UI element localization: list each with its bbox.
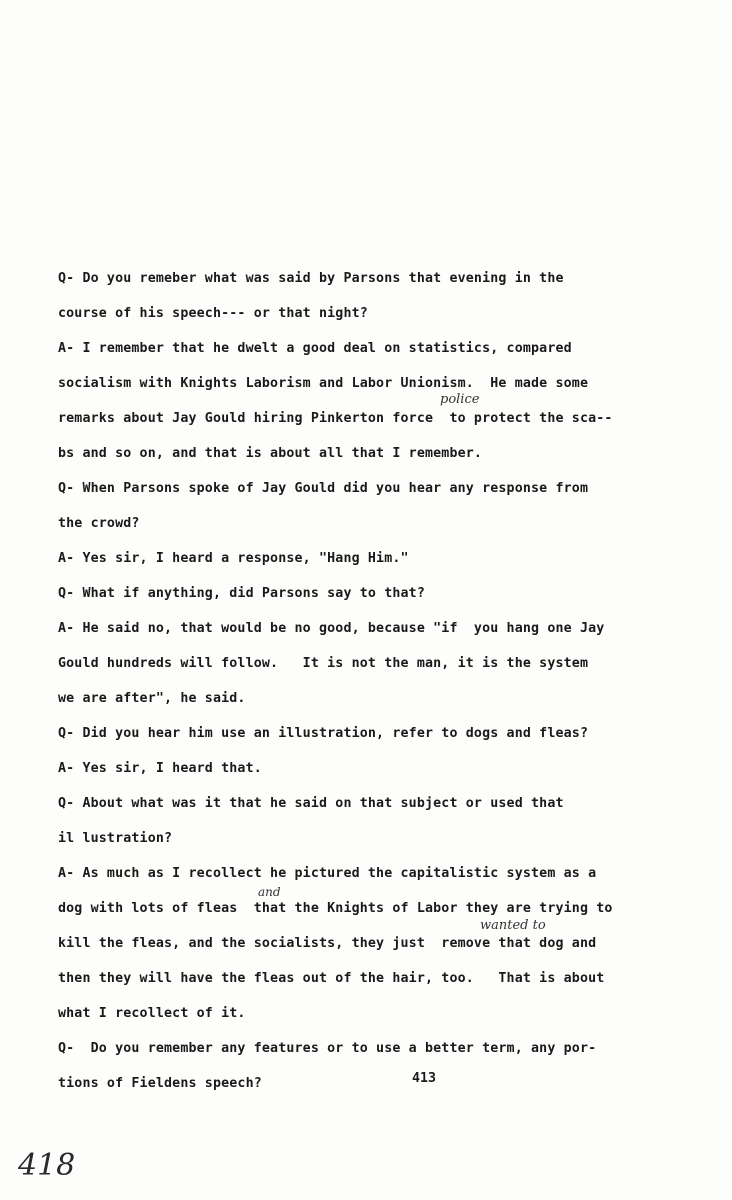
handwritten-insertion-police: police [440, 392, 480, 407]
page-number: 413 [412, 1071, 437, 1086]
transcript-line: Q- What if anything, did Parsons say to that? [58, 586, 425, 601]
transcript-line: A- He said no, that would be no good, because "if you hang one Jay [58, 621, 605, 636]
transcript-line: A- Yes sir, I heard that. [58, 761, 262, 776]
transcript-line: what I recollect of it. [58, 1006, 246, 1021]
transcript-line: bs and so on, and that is about all that I remember. [58, 446, 483, 461]
transcript-line: Q- About what was it that he said on that subject or used that [58, 796, 564, 811]
transcript-line: Q- Do you remember any features or to use a better term, any por- [58, 1041, 597, 1056]
transcript-line: il lustration? [58, 831, 173, 846]
transcript-line: we are after", he said. [58, 691, 246, 706]
transcript-line: Q- Do you remeber what was said by Parsons that evening in the [58, 271, 564, 286]
transcript-line: tions of Fieldens speech? [58, 1076, 262, 1091]
transcript-line: course of his speech--- or that night? [58, 306, 368, 321]
transcript-line: A- As much as I recollect he pictured the capitalistic system as a [58, 866, 597, 881]
handwritten-insertion-wanted-to: wanted to [480, 918, 546, 933]
transcript-line: remarks about Jay Gould hiring Pinkerton force to protect the sca-- [58, 411, 613, 426]
transcript-line: Gould hundreds will follow. It is not the man, it is the system [58, 656, 589, 671]
transcript-line: kill the fleas, and the socialists, they just remove that dog and [58, 936, 597, 951]
transcript-line: socialism with Knights Laborism and Labor Unionism. He made some [58, 376, 589, 391]
transcript-line: dog with lots of fleas that the Knights of Labor they are trying to [58, 901, 613, 916]
transcript-line: Q- When Parsons spoke of Jay Gould did you hear any response from [58, 481, 589, 496]
transcript-line: Q- Did you hear him use an illustration, refer to dogs and fleas? [58, 726, 589, 741]
transcript-line: the crowd? [58, 516, 140, 531]
transcript-line: then they will have the fleas out of the hair, too. That is about [58, 971, 605, 986]
handwritten-insertion-and: and [258, 885, 281, 899]
transcript-line: A- I remember that he dwelt a good deal on statistics, compared [58, 341, 572, 356]
handwritten-folio-number: 418 [18, 1148, 76, 1183]
transcript-line: A- Yes sir, I heard a response, "Hang Him." [58, 551, 409, 566]
